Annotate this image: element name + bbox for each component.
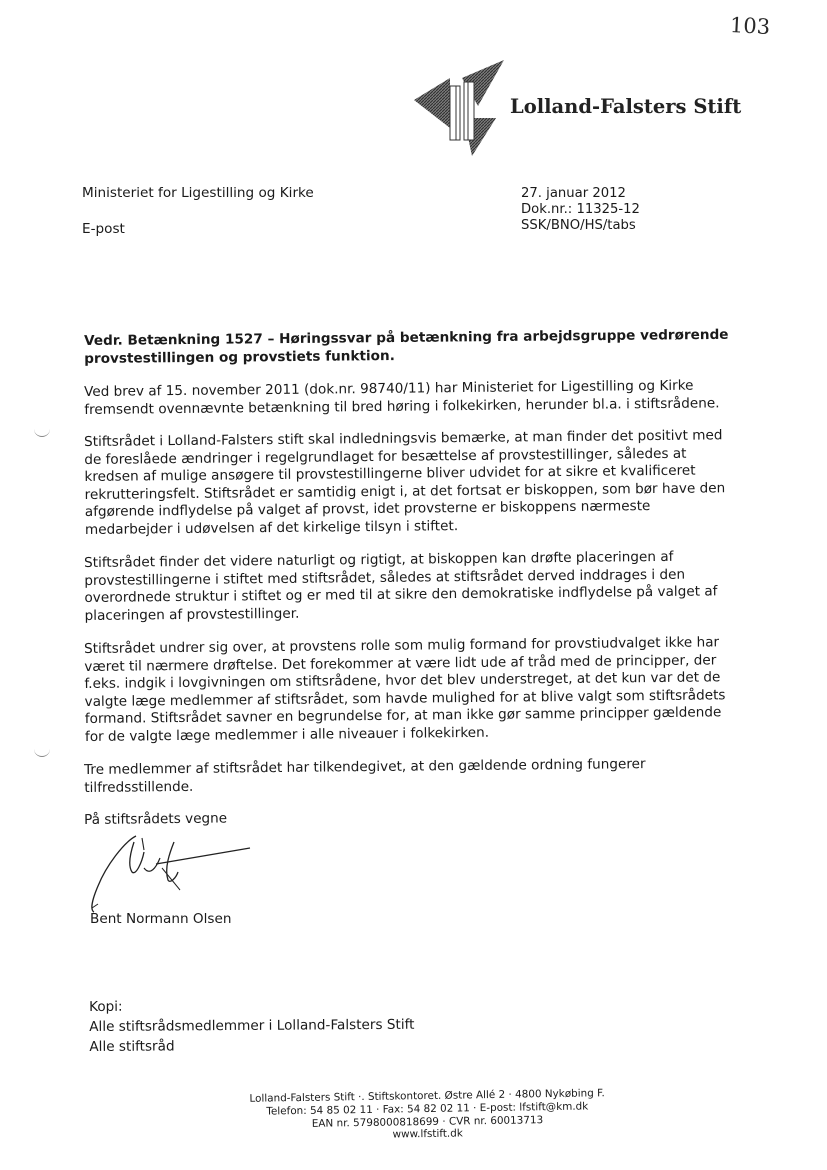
letter-date: 27. januar 2012 — [521, 186, 626, 201]
copy-list — [89, 995, 415, 1057]
document-number: Dok.nr.: 11325-12 — [521, 202, 640, 217]
signer-name: Bent Normann Olsen — [90, 911, 232, 927]
logo-pillar-right — [464, 82, 474, 140]
copy-recipient: Alle stiftsrådsmedlemmer i Lolland-Falsters Stift — [89, 1016, 415, 1035]
paragraph-line: Stiftsrådet undrer sig over, at provstens rolle som mulig formand for provstiudvalget ikke har — [84, 634, 720, 657]
paragraph-line: afgørende indflydelse på valget af provst, idet provsterne er biskoppens nærmeste — [84, 498, 651, 520]
paragraph-line: placeringen af provstestillinger. — [84, 605, 300, 624]
paragraph-line: Stiftsrådet finder det videre naturligt og rigtigt, at biskoppen kan drøfte placeringen af — [84, 548, 674, 571]
footer-contact: Telefon: 54 85 02 11 · Fax: 54 82 02 11 · E-post: lfstift@km.dk — [266, 1100, 589, 1118]
subject-heading — [84, 327, 746, 368]
footer-registration: EAN nr. 5798000818699 · CVR nr. 60013713 — [311, 1113, 544, 1130]
organization-name: Lolland-Falsters Stift — [510, 95, 742, 118]
paragraph-line: På stiftsrådets vegne — [84, 810, 228, 828]
document-meta — [521, 186, 640, 234]
subject-line: provstestillingen og provstiets funktion. — [84, 347, 395, 367]
paragraph-line: rekrutteringsfelt. Stiftsrådet er samtidig enigt i, at det fortsat er biskoppen, som bør have den — [84, 479, 726, 503]
punch-hole-mark — [34, 748, 50, 757]
footer-address: Lolland-Falsters Stift ·. Stiftskontoret. Østre Allé 2 · 4800 Nykøbing F. — [249, 1087, 605, 1105]
paragraph-line: Stiftsrådet i Lolland-Falsters stift skal indledningsvis bemærke, at man finder det positivt med — [84, 427, 723, 450]
paragraph-line: overordnede struktur i stiftet og er med til at sikre den demokratiske indflydelse på valget af — [84, 583, 718, 606]
paragraph-line: for de valgte læge medlemmer i alle niveauer i folkekirken. — [84, 724, 490, 745]
paragraph-members — [84, 755, 746, 797]
paragraph-line: de foreslåede ændringer i regelgrundlaget for besættelse af provstestillinger, således at — [84, 445, 687, 468]
paragraph-line: været til nærmere drøftelse. Det forekommer at være lidt ude af tråd med de principper, der — [84, 651, 717, 675]
subject-line: Vedr. Betænkning 1527 – Høringssvar på betænkning fra arbejdsgruppe vedrørende — [84, 326, 729, 349]
paragraph-intro — [84, 377, 746, 419]
paragraph-line: tilfredsstillende. — [84, 778, 194, 796]
copy-recipient: Alle stiftsråd — [89, 1038, 175, 1055]
paragraph-line: valgte læge medlemmer af stiftsrådet, som havde mulighed for at blive valgt som stiftsrådets — [84, 686, 726, 710]
copy-label: Kopi: — [89, 998, 123, 1015]
paragraph-line: formand. Stiftsrådet savner en begrundelse for, at man ikke gør samme principper gældende — [84, 704, 722, 727]
paragraph-line: f.eks. indgik i lovgivningen om stiftsrådene, hvor det blev understreget, at det kun var det de — [84, 669, 721, 692]
paragraph-positive — [84, 427, 747, 539]
handwritten-signature — [84, 828, 264, 918]
paragraph-line: Ved brev af 15. november 2011 (dok.nr. 98740/11) har Ministeriet for Ligestilling og Kirke — [84, 377, 694, 400]
letter-footer — [222, 1087, 633, 1145]
punch-hole-mark — [34, 428, 50, 437]
paragraph-concern — [84, 634, 747, 746]
logo-pillar-left — [450, 86, 460, 140]
footer-website: www.lfstift.dk — [392, 1127, 463, 1141]
logo-left-triangle — [414, 78, 450, 128]
delivery-method: E-post — [82, 221, 125, 237]
closing-phrase — [84, 805, 746, 829]
paragraph-line: fremsendt ovennævnte betænkning til bred høring i folkekirken, herunder bl.a. i stiftsrådene. — [84, 394, 720, 418]
paragraph-line: provstestillingerne i stiftet med stiftsrådet, således at stiftsrådet derved inddrages i den — [84, 566, 686, 589]
handwritten-page-number: 103 — [729, 12, 771, 40]
diocese-logo — [412, 58, 512, 156]
recipient-name: Ministeriet for Ligestilling og Kirke — [82, 185, 314, 201]
paragraph-line: kredsen af mulige ansøgere til provstestillingerne bliver udvidet for at sikre et kvalificeret — [84, 462, 696, 485]
author-initials: SSK/BNO/HS/tabs — [521, 218, 636, 233]
paragraph-line: medarbejder i udøvelsen af det kirkelige tilsyn i stiftet. — [84, 517, 459, 538]
paragraph-placement — [84, 548, 747, 625]
paragraph-line: Tre medlemmer af stiftsrådet har tilkendegivet, at den gældende ordning fungerer — [84, 756, 646, 778]
